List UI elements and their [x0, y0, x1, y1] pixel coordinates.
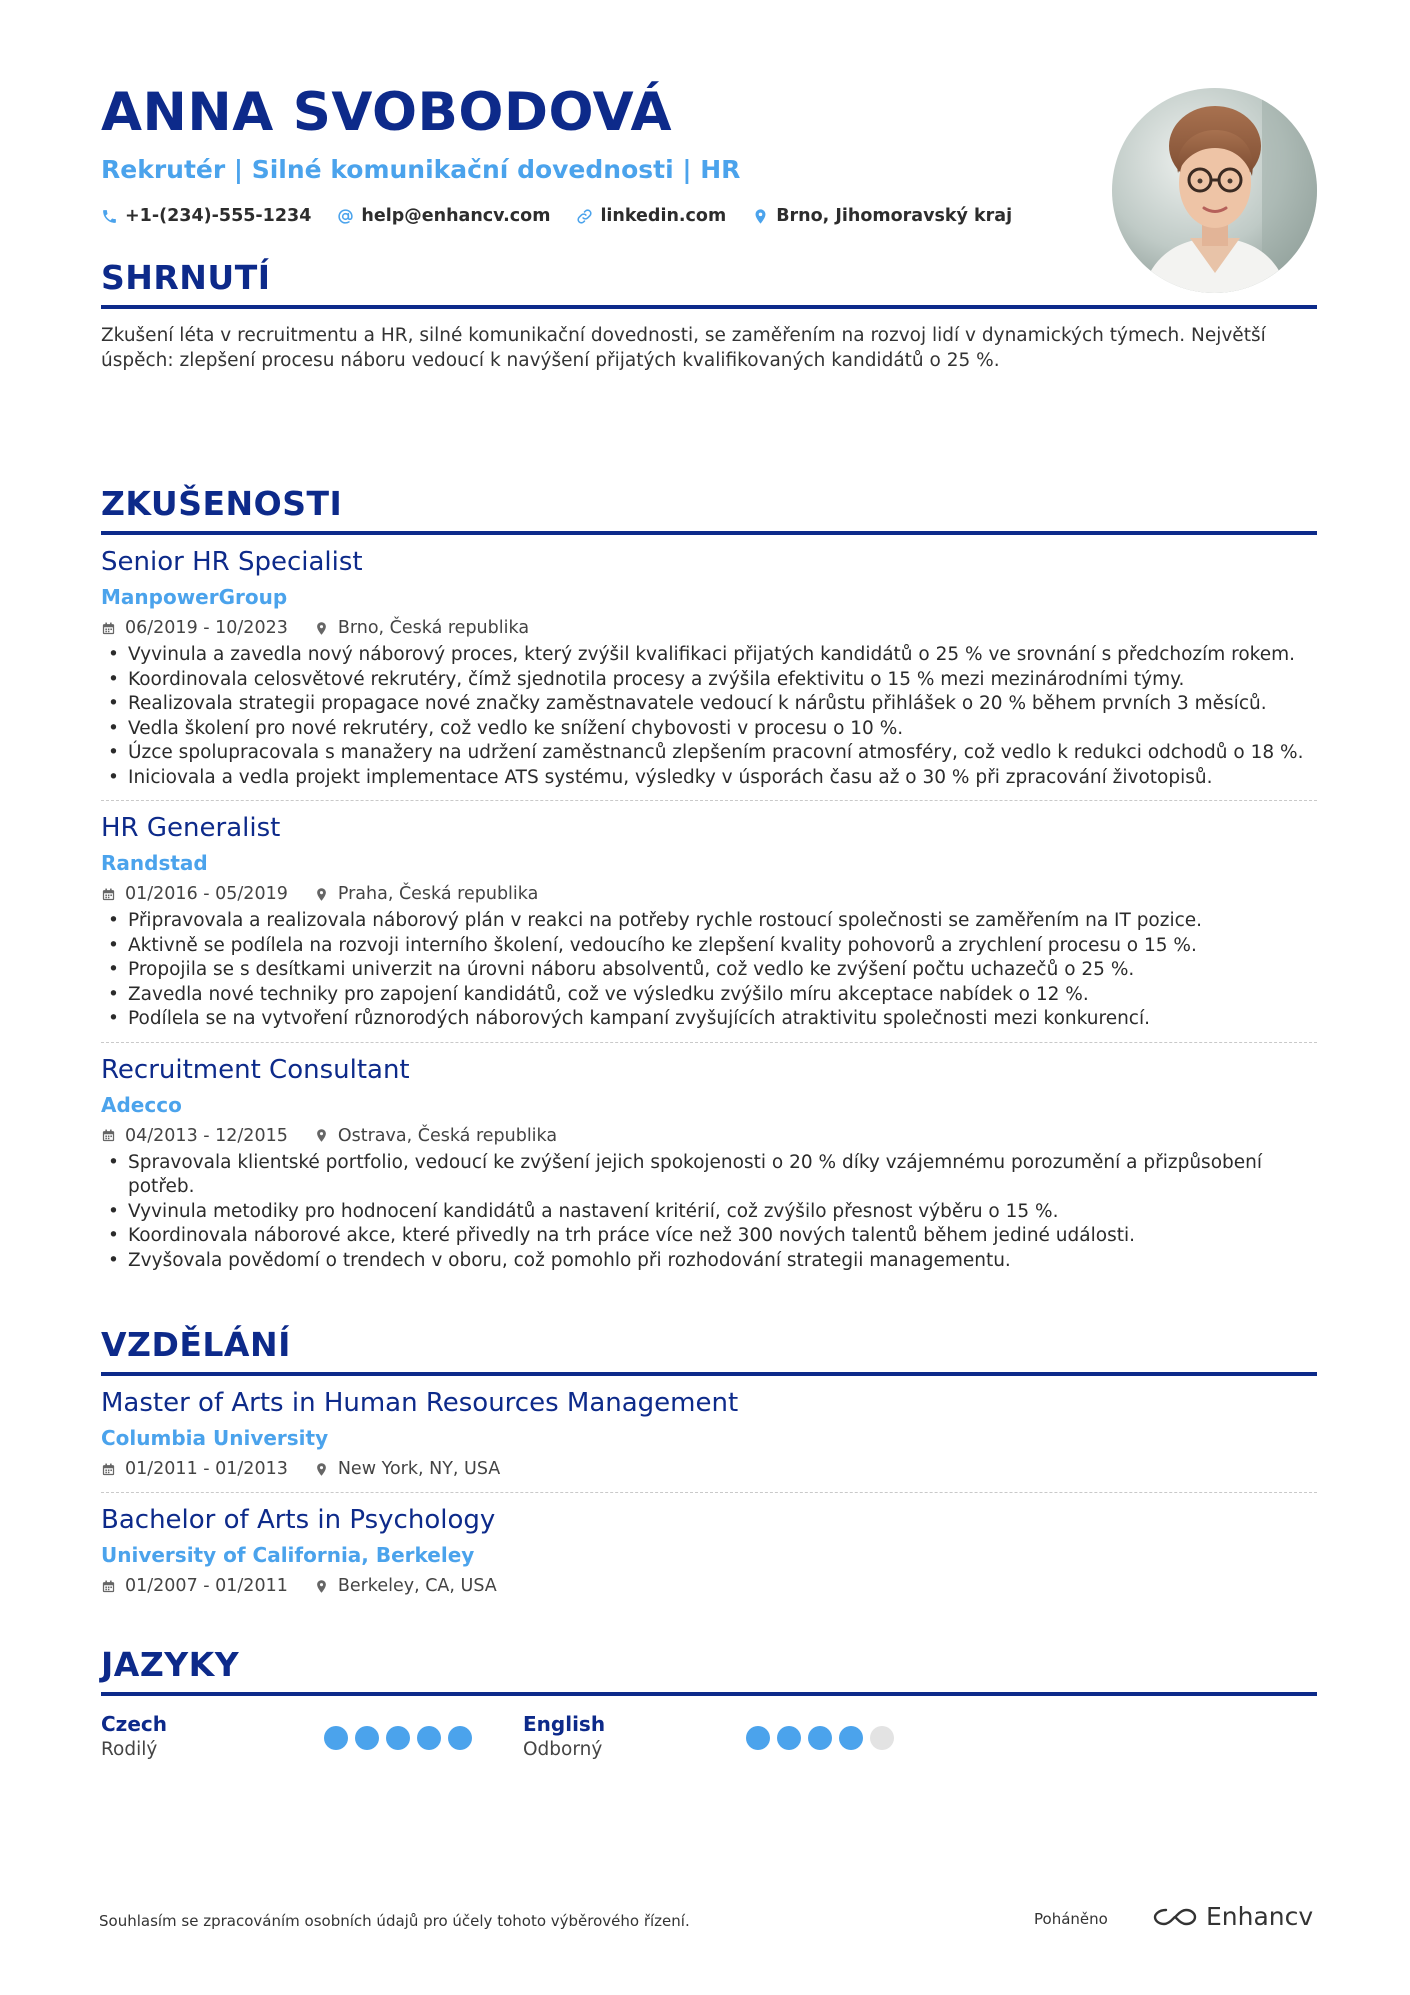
company-name: Adecco: [101, 1092, 182, 1117]
achievement-list: [101, 643, 1317, 790]
rating-dot-empty: [870, 1726, 894, 1750]
section-divider: [101, 1692, 1317, 1696]
consent-text: Souhlasím se zpracováním osobních údajů pro účely tohoto výběrového řízení.: [99, 1912, 690, 1930]
summary-text: Zkušení léta v recruitmentu a HR, silné komunikační dovednosti, se zaměřením na rozvoj lidí v dynamických týmech. Největší úspěch: zlepšení procesu náboru vedoucí k navýšení přijatých kvalifikovaných kandidátů o 25 %.: [101, 325, 1266, 371]
rating-dot-filled: [355, 1726, 379, 1750]
location-pin-icon: [314, 621, 329, 636]
rating-dot-filled: [777, 1726, 801, 1750]
achievement-item: • Zavedla nové techniky pro zapojení kandidátů, což ve výsledku zvýšilo míru akceptace nabídek o 12 %.: [101, 983, 1317, 1008]
at-icon: [337, 208, 354, 225]
education-location: [314, 1459, 500, 1479]
location-pin-icon: [314, 887, 329, 902]
location-text: Brno, Jihomoravský kraj: [776, 206, 1013, 226]
company-name: ManpowerGroup: [101, 585, 288, 609]
rating-dot-filled: [448, 1726, 472, 1750]
job-meta: [101, 615, 1317, 641]
candidate-headline: Rekrutér | Silné komunikační dovednosti | HR: [101, 155, 741, 184]
job-location: [314, 618, 529, 638]
calendar-icon: [101, 887, 116, 902]
experience-section: [101, 484, 1317, 1273]
job-dates: 01/2016 - 05/2019: [125, 884, 288, 904]
achievement-item: • Zvyšovala povědomí o trendech v oboru, což pomohlo při rozhodování strategii managementu.: [101, 1249, 1317, 1274]
job-location-text: Ostrava, Česká republika: [337, 1125, 558, 1146]
achievement-item: • Spravovala klientské portfolio, vedoucí ke zvýšení jejich spokojenosti o 20 % díky vzájemnému porozumění a přizpůsobení potřeb.: [101, 1151, 1317, 1200]
language-name: Czech: [101, 1712, 167, 1736]
linkedin-text: linkedin.com: [600, 206, 727, 226]
education-dates: 01/2011 - 01/2013: [125, 1459, 288, 1479]
entry-divider: [101, 1042, 1317, 1043]
section-divider: [101, 531, 1317, 535]
achievement-item: • Úzce spolupracovala s manažery na udržení zaměstnanců zlepšením pracovní atmosféry, což vedlo k redukci odchodů o 18 %.: [101, 741, 1317, 766]
location-pin-icon: [314, 1579, 329, 1594]
job-location: [314, 884, 538, 904]
job-meta: [101, 1123, 1317, 1149]
link-icon: [576, 208, 593, 225]
rating-dot-filled: [386, 1726, 410, 1750]
language-list: [101, 1712, 1317, 1772]
section-divider: [101, 305, 1317, 309]
education-dates: 01/2007 - 01/2011: [125, 1576, 288, 1596]
contact-location: [752, 206, 1012, 226]
achievement-item: • Připravovala a realizovala náborový plán v reakci na potřeby rychle rostoucí společnosti se zaměřením na IT pozice.: [101, 909, 1317, 934]
language-level: Rodilý: [101, 1739, 158, 1760]
achievement-item: • Iniciovala a vedla projekt implementace ATS systému, výsledky v úsporách času až o 30 % při zpracování životopisů.: [101, 766, 1317, 791]
degree-title: Master of Arts in Human Resources Management: [101, 1388, 739, 1418]
education-meta: [101, 1573, 1317, 1599]
rating-dot-filled: [808, 1726, 832, 1750]
experience-entry: [101, 547, 1317, 790]
experience-entry: [101, 813, 1317, 1032]
job-title: HR Generalist: [101, 813, 281, 843]
rating-dot-filled: [324, 1726, 348, 1750]
location-pin-icon: [314, 1462, 329, 1477]
job-dates: 06/2019 - 10/2023: [125, 618, 288, 638]
experience-entry: [101, 1055, 1317, 1274]
education-location: [314, 1576, 497, 1596]
school-name: Columbia University: [101, 1426, 329, 1450]
achievement-item: • Koordinovala celosvětové rekrutéry, čímž sjednotila procesy a zvýšila efektivitu o 15 % mezi mezinárodními týmy.: [101, 668, 1317, 693]
achievement-item: • Podílela se na vytvoření různorodých náborových kampaní zvyšujících atraktivitu společnosti mezi konkurencí.: [101, 1007, 1317, 1032]
languages-heading: JAZYKY: [101, 1645, 240, 1684]
location-pin-icon: [752, 208, 769, 225]
experience-heading: ZKUŠENOSTI: [101, 484, 343, 523]
phone-icon: [101, 208, 118, 225]
language-item: [523, 1712, 605, 1760]
entry-divider: [101, 1492, 1317, 1493]
language-item: [101, 1712, 167, 1760]
company-name: Randstad: [101, 851, 208, 875]
contact-linkedin[interactable]: [576, 206, 726, 226]
enhancv-brand[interactable]: [1152, 1902, 1313, 1931]
job-location-text: Praha, Česká republika: [337, 884, 539, 904]
education-entry: [101, 1388, 1317, 1482]
candidate-name: ANNA SVOBODOVÁ: [101, 82, 673, 143]
achievement-item: • Koordinovala náborové akce, které přivedly na trh práce více než 300 nových talentů během jediné události.: [101, 1224, 1317, 1249]
achievement-item: • Vedla školení pro nové rekrutéry, což vedlo ke snížení chybovosti v procesu o 10 %.: [101, 717, 1317, 742]
achievement-item: • Vyvinula metodiky pro hodnocení kandidátů a nastavení kritérií, což zvýšilo přesnost výběru o 15 %.: [101, 1200, 1317, 1225]
contact-bar: [101, 206, 1038, 226]
brand-name: Enhancv: [1206, 1902, 1314, 1931]
rating-dot-filled: [839, 1726, 863, 1750]
job-location: [314, 1126, 557, 1146]
achievement-list: [101, 1151, 1317, 1274]
education-heading: VZDĚLÁNÍ: [101, 1325, 291, 1364]
email-text: help@enhancv.com: [361, 206, 551, 226]
section-divider: [101, 1372, 1317, 1376]
calendar-icon: [101, 621, 116, 636]
achievement-list: [101, 909, 1317, 1032]
phone-text: +1-(234)-555-1234: [125, 206, 312, 226]
entry-divider: [101, 800, 1317, 801]
language-rating: [324, 1726, 479, 1750]
school-name: University of California, Berkeley: [101, 1543, 475, 1567]
education-location-text: Berkeley, CA, USA: [337, 1576, 497, 1596]
achievement-item: • Vyvinula a zavedla nový náborový proces, který zvýšil kvalifikaci přijatých kandidátů o 25 % ve srovnání s předchozím rokem.: [101, 643, 1317, 668]
education-meta: [101, 1456, 1317, 1482]
achievement-item: • Aktivně se podílela na rozvoji interního školení, vedoucího ke zlepšení kvality pohovorů a zrychlení procesu o 15 %.: [101, 934, 1317, 959]
job-title: Recruitment Consultant: [101, 1054, 410, 1085]
location-pin-icon: [314, 1128, 329, 1143]
summary-section: [101, 258, 1317, 373]
languages-section: [101, 1645, 1317, 1772]
calendar-icon: [101, 1462, 116, 1477]
job-location-text: Brno, Česká republika: [337, 618, 530, 638]
contact-email[interactable]: [337, 206, 550, 226]
education-location-text: New York, NY, USA: [337, 1459, 501, 1479]
language-rating: [746, 1726, 901, 1750]
achievement-item: • Realizovala strategii propagace nové značky zaměstnavatele vedoucí k nárůstu přihlášek o 20 % během prvních 3 měsíců.: [101, 692, 1317, 717]
rating-dot-filled: [746, 1726, 770, 1750]
summary-heading: SHRNUTÍ: [101, 258, 271, 297]
job-meta: [101, 881, 1317, 907]
powered-by-label: Poháněno: [1034, 1910, 1108, 1928]
language-name: English: [523, 1712, 606, 1736]
education-section: [101, 1325, 1317, 1599]
job-dates: 04/2013 - 12/2015: [125, 1125, 288, 1146]
rating-dot-filled: [417, 1726, 441, 1750]
calendar-icon: [101, 1579, 116, 1594]
degree-title: Bachelor of Arts in Psychology: [101, 1505, 496, 1535]
achievement-item: • Propojila se s desítkami univerzit na úrovni náboru absolventů, což vedlo ke zvýšení počtu uchazečů o 25 %.: [101, 958, 1317, 983]
job-title: Senior HR Specialist: [101, 547, 363, 577]
calendar-icon: [101, 1128, 116, 1143]
language-level: Odborný: [523, 1739, 603, 1760]
education-entry: [101, 1505, 1317, 1599]
enhancv-logo-icon: [1152, 1906, 1198, 1928]
contact-phone[interactable]: [101, 206, 311, 226]
